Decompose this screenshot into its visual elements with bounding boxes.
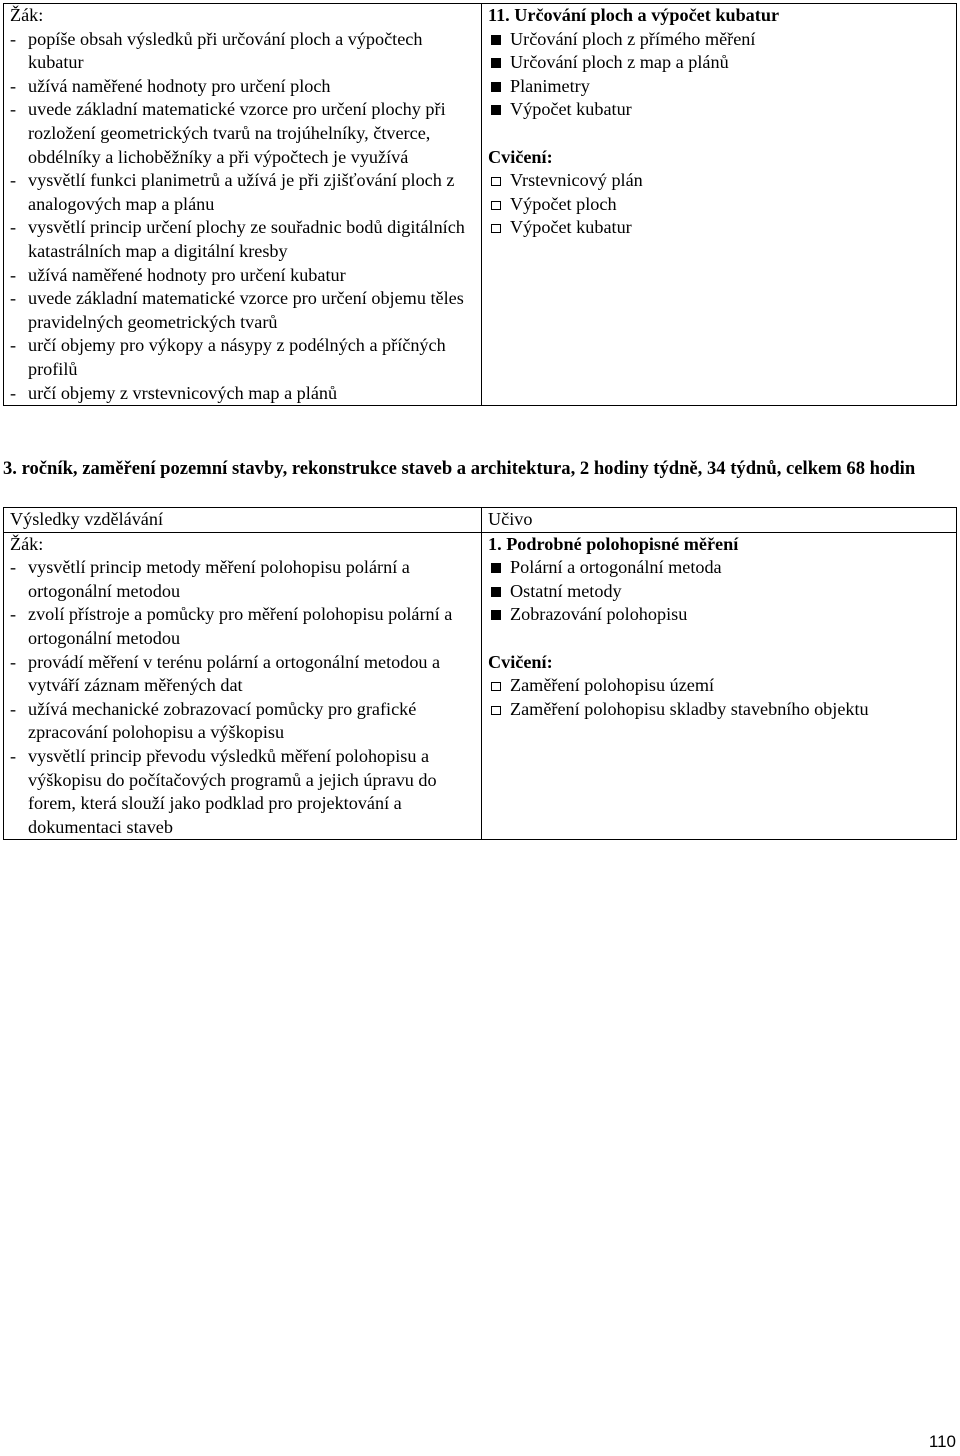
list-item: Zaměření polohopisu skladby stavebního objektu [488,698,950,722]
hollow-square-bullet-icon [491,201,501,210]
list-item: - zvolí přístroje a pomůcky pro měření polohopisu polární a ortogonální metodou [10,604,453,648]
hollow-square-bullet-icon [491,177,501,186]
list-item: Planimetry [488,75,950,99]
topic-title: 11. Určování ploch a výpočet kubatur [488,5,780,25]
header-cell-curriculum: Učivo [482,508,957,533]
list-item: - vysvětlí princip metody měření polohopisu polární a ortogonální metodou [10,557,410,601]
list-item: - vysvětlí funkci planimetrů a užívá je při zjišťování ploch z analogových map a plánu [10,170,455,214]
filled-square-bullet-icon [491,105,501,115]
list-item: Určování ploch z map a plánů [488,51,950,75]
outcomes-table-2 [3,507,957,840]
list-item: - vysvětlí princip určení plochy ze souřadnic bodů digitálních katastrálních map a digitální kresby [10,217,465,261]
exercises-label: Cvičení: [488,651,553,672]
topic-title: 1. Podrobné polohopisné měření [488,533,739,554]
student-label: Žák: [10,5,44,25]
list-item: - provádí měření v terénu polární a ortogonální metodou a vytváří záznam měřených dat [10,651,441,696]
hollow-square-bullet-icon [491,706,501,715]
list-item: - popíše obsah výsledků při určování ploch a výpočtech kubatur [10,28,423,73]
exercises-label: Cvičení: [488,146,553,167]
list-item: - uvede základní matematické vzorce pro určení objemu těles pravidelných geometrických tvarů [10,288,464,332]
list-item: Ostatní metody [488,580,950,604]
list-item: Zobrazování polohopisu [488,603,950,627]
curriculum-cell [482,4,957,406]
filled-square-bullet-icon [491,58,501,68]
list-item: Polární a ortogonální metoda [488,556,950,580]
outcomes-table-1 [3,3,957,406]
header-cell-outcomes: Výsledky vzdělávání [4,508,482,533]
list-item: Vrstevnicový plán [488,169,950,193]
filled-square-bullet-icon [491,82,501,92]
list-item: - užívá naměřené hodnoty pro určení kubatur [10,264,346,285]
list-item: - užívá naměřené hodnoty pro určení ploch [10,75,331,96]
page-number: 110 [928,1432,956,1451]
outcomes-cell [4,532,482,840]
list-item: Výpočet kubatur [488,98,950,122]
section-heading: 3. ročník, zaměření pozemní stavby, rekonstrukce staveb a architektura, 2 hodiny týdně, 34 týdnů, celkem 68 hodin [3,458,916,479]
list-item: - uvede základní matematické vzorce pro určení plochy při rozložení geometrických tvarů na trojúhelníky, čtverce, obdélníky a lichoběžníky a při výpočtech je využívá [10,99,446,167]
filled-square-bullet-icon [491,35,501,45]
list-item: Zaměření polohopisu území [488,674,950,698]
list-item: Výpočet kubatur [488,216,950,240]
student-label: Žák: [10,533,44,554]
list-item: Určování ploch z přímého měření [488,28,950,52]
filled-square-bullet-icon [491,610,501,620]
list-item: - určí objemy pro výkopy a násypy z podélných a příčných profilů [10,335,446,379]
list-item: - určí objemy z vrstevnicových map a plánů [10,382,338,403]
hollow-square-bullet-icon [491,224,501,233]
curriculum-cell [482,532,957,840]
filled-square-bullet-icon [491,563,501,573]
list-item: - užívá mechanické zobrazovací pomůcky pro grafické zpracování polohopisu a výškopisu [10,698,417,743]
filled-square-bullet-icon [491,587,501,597]
list-item: - vysvětlí princip převodu výsledků měření polohopisu a výškopisu do počítačových programů a jejich úpravu do forem, která slouží jako podklad pro projektování a dokumentaci staveb [10,745,437,837]
hollow-square-bullet-icon [491,682,501,691]
list-item: Výpočet ploch [488,193,950,217]
outcomes-cell [4,4,482,406]
